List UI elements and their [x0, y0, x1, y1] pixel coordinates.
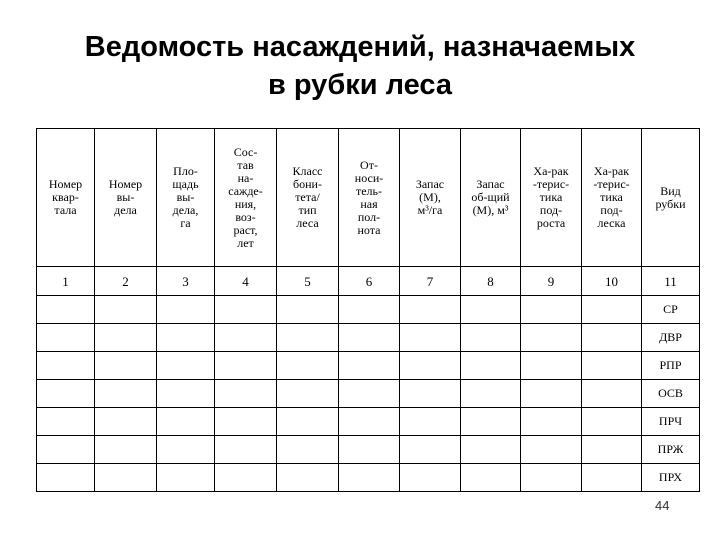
empty-cell	[582, 464, 642, 492]
empty-cell	[521, 296, 582, 324]
column-header-line: Сос-	[233, 144, 258, 159]
empty-cell	[277, 352, 339, 380]
empty-cell	[37, 352, 95, 380]
title-line-1: Ведомость насаждений, назначаемых	[84, 31, 636, 63]
column-header-line: Номер	[48, 177, 83, 191]
column-header-line: об-щий	[471, 190, 510, 204]
empty-cell	[400, 380, 461, 408]
empty-cell	[461, 464, 521, 492]
column-header-line: -терис-	[593, 177, 630, 191]
column-header-line: Запас	[476, 177, 505, 191]
column-header-line: леска	[597, 216, 626, 230]
column-header-5	[277, 129, 339, 267]
column-header-6	[339, 129, 400, 267]
empty-cell	[215, 380, 277, 408]
empty-cell	[461, 296, 521, 324]
column-header-9	[521, 129, 582, 267]
column-header-line: тав	[237, 157, 254, 172]
column-number-4: 4	[215, 267, 277, 296]
column-header-line: Класс	[292, 164, 323, 178]
empty-cell	[37, 324, 95, 352]
empty-cell	[582, 324, 642, 352]
column-header-line: лет	[237, 235, 254, 250]
column-header-line: пол-	[357, 209, 381, 224]
column-header-line: Запас	[415, 177, 445, 191]
column-header-10	[582, 129, 642, 267]
empty-cell	[339, 296, 400, 324]
cut-type-cell: ПРЖ	[642, 436, 700, 464]
column-header-line: бони-	[293, 177, 322, 191]
column-header-1	[37, 129, 95, 267]
column-header-line: раст,	[233, 222, 258, 237]
empty-cell	[215, 436, 277, 464]
empty-cell	[521, 352, 582, 380]
empty-cell	[521, 380, 582, 408]
empty-cell	[400, 408, 461, 436]
column-header-line: роста	[536, 216, 566, 230]
column-number-row	[37, 267, 700, 296]
column-header-line: под-	[539, 203, 563, 217]
column-header-line: тип	[298, 203, 317, 217]
cut-type-cell: ДВР	[642, 324, 700, 352]
empty-cell	[521, 464, 582, 492]
column-header-line: -терис-	[532, 177, 570, 191]
empty-cell	[521, 324, 582, 352]
empty-cell	[400, 324, 461, 352]
empty-cell	[95, 464, 157, 492]
empty-cell	[400, 352, 461, 380]
column-number-1: 1	[37, 267, 95, 296]
column-header-line: ния,	[234, 196, 257, 211]
page-number: 44	[655, 498, 670, 513]
empty-cell	[582, 352, 642, 380]
empty-cell	[339, 352, 400, 380]
title-line-2: в рубки леса	[267, 69, 453, 101]
column-header-line: тика	[600, 190, 623, 204]
column-header-line: (М),	[419, 190, 441, 204]
empty-cell	[339, 380, 400, 408]
table-row	[37, 464, 700, 492]
empty-cell	[277, 464, 339, 492]
empty-cell	[461, 380, 521, 408]
empty-cell	[215, 324, 277, 352]
column-header-3	[157, 129, 215, 267]
empty-cell	[339, 436, 400, 464]
empty-cell	[157, 296, 215, 324]
empty-cell	[37, 296, 95, 324]
cut-type-cell: ПРХ	[642, 464, 700, 492]
empty-cell	[461, 408, 521, 436]
empty-cell	[521, 436, 582, 464]
column-header-line: тета/	[295, 190, 320, 204]
column-number-10: 10	[582, 267, 642, 296]
column-header-line: га	[180, 216, 191, 230]
empty-cell	[277, 296, 339, 324]
empty-cell	[37, 408, 95, 436]
empty-cell	[277, 380, 339, 408]
column-header-line: дела	[114, 203, 137, 217]
empty-cell	[95, 436, 157, 464]
empty-cell	[339, 408, 400, 436]
stands-table	[36, 128, 700, 492]
column-header-line: От-	[360, 157, 378, 172]
column-number-5: 5	[277, 267, 339, 296]
column-header-line: вы-	[116, 190, 135, 204]
empty-cell	[400, 296, 461, 324]
empty-cell	[277, 324, 339, 352]
column-header-line: вы-	[176, 190, 195, 204]
empty-cell	[157, 464, 215, 492]
empty-cell	[277, 408, 339, 436]
empty-cell	[582, 296, 642, 324]
column-header-line: квар-	[52, 190, 79, 204]
column-number-7: 7	[400, 267, 461, 296]
empty-cell	[582, 380, 642, 408]
column-header-line: леса	[296, 216, 319, 230]
column-header-line: тель-	[355, 183, 383, 198]
cut-type-cell: СР	[642, 296, 700, 324]
empty-cell	[157, 408, 215, 436]
empty-cell	[461, 352, 521, 380]
header-row	[37, 129, 700, 267]
empty-cell	[277, 436, 339, 464]
column-header-line: носи-	[354, 170, 384, 185]
empty-cell	[95, 408, 157, 436]
column-header-line: Ха-рак	[533, 164, 569, 178]
empty-cell	[582, 436, 642, 464]
empty-cell	[157, 352, 215, 380]
column-header-line: под-	[600, 203, 623, 217]
empty-cell	[215, 352, 277, 380]
column-header-line: тика	[539, 190, 563, 204]
empty-cell	[400, 464, 461, 492]
table-row	[37, 352, 700, 380]
column-header-line: нота	[357, 222, 381, 237]
page-title	[0, 28, 720, 104]
column-header-line: Вид	[660, 183, 681, 198]
empty-cell	[461, 436, 521, 464]
column-number-2: 2	[95, 267, 157, 296]
empty-cell	[157, 380, 215, 408]
cut-type-cell: РПР	[642, 352, 700, 380]
empty-cell	[157, 324, 215, 352]
column-header-line: Пло-	[173, 164, 198, 178]
empty-cell	[95, 296, 157, 324]
empty-cell	[37, 380, 95, 408]
column-header-line: Ха-рак	[593, 164, 630, 178]
column-header-line: воз-	[235, 209, 256, 224]
cut-type-cell: ПРЧ	[642, 408, 700, 436]
table-row	[37, 436, 700, 464]
empty-cell	[37, 436, 95, 464]
empty-cell	[215, 408, 277, 436]
table-row	[37, 380, 700, 408]
empty-cell	[215, 464, 277, 492]
table-row	[37, 296, 700, 324]
column-header-7	[400, 129, 461, 267]
empty-cell	[461, 324, 521, 352]
table-row	[37, 324, 700, 352]
empty-cell	[95, 380, 157, 408]
empty-cell	[215, 296, 277, 324]
column-header-line: ная	[360, 196, 378, 211]
column-number-9: 9	[521, 267, 582, 296]
column-number-3: 3	[157, 267, 215, 296]
empty-cell	[400, 436, 461, 464]
cut-type-cell: ОСВ	[642, 380, 700, 408]
column-number-8: 8	[461, 267, 521, 296]
column-header-line: на-	[237, 170, 254, 185]
column-number-6: 6	[339, 267, 400, 296]
column-header-4	[215, 129, 277, 267]
empty-cell	[95, 352, 157, 380]
column-header-line: рубки	[655, 196, 686, 211]
empty-cell	[339, 464, 400, 492]
empty-cell	[157, 436, 215, 464]
column-header-11	[642, 129, 700, 267]
column-header-line: дела,	[172, 203, 199, 217]
empty-cell	[37, 464, 95, 492]
column-header-line: м³/га	[417, 203, 443, 217]
table-row	[37, 408, 700, 436]
column-header-line: Номер	[108, 177, 143, 191]
column-header-line: (М), м³	[472, 203, 509, 217]
column-number-11: 11	[642, 267, 700, 296]
column-header-line: щадь	[172, 177, 199, 191]
column-header-2	[95, 129, 157, 267]
empty-cell	[339, 324, 400, 352]
empty-cell	[521, 408, 582, 436]
empty-cell	[582, 408, 642, 436]
column-header-line: сажде-	[228, 183, 263, 198]
column-header-8	[461, 129, 521, 267]
empty-cell	[95, 324, 157, 352]
column-header-line: тала	[54, 203, 77, 217]
